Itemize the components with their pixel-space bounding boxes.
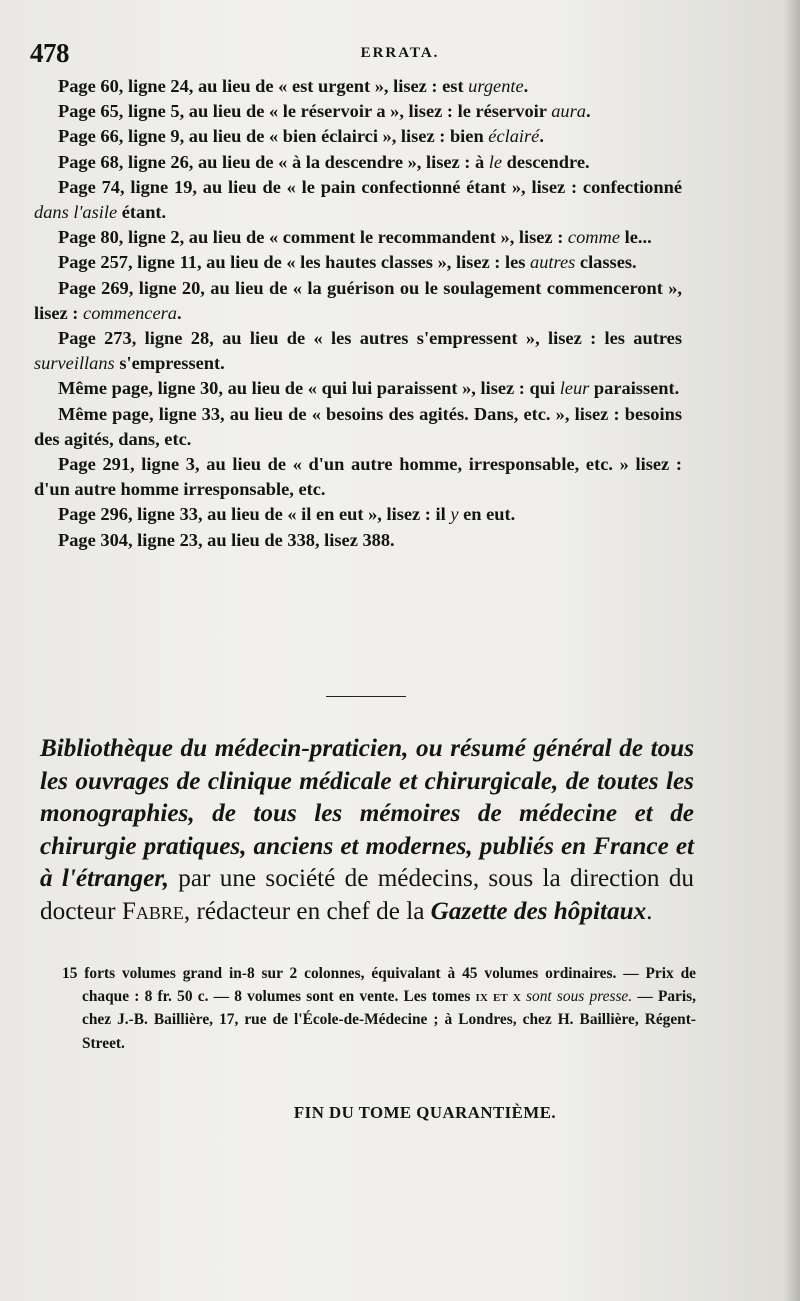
page-header (30, 38, 770, 72)
errata-entry: Page 68, ligne 26, au lieu de « à la descendre », lisez : à le descendre. (58, 151, 590, 172)
errata-entry: Même page, ligne 30, au lieu de « qui lui paraissent », lisez : qui leur paraissent. (58, 378, 680, 399)
book-notice: Bibliothèque du médecin-praticien, ou résumé général de tous les ouvrages de clinique médicale et chirurgicale, de toutes les monographies, de tous les mémoires de médecine et de chirurgie pratiques, anciens et modernes, publiés en France et à l'étranger, par une société de médecins, sous la direction du docteur Fabre, rédacteur en chef de la Gazette des hôpitaux. (40, 735, 695, 925)
errata-list (34, 74, 682, 553)
running-title: ERRATA. (360, 45, 440, 61)
book-director: Fabre (121, 897, 184, 925)
book-title: Bibliothèque du médecin-praticien, ou résumé général de tous les ouvrages de clinique médicale et chirurgicale, de toutes les monographies, de tous les mémoires de médecine et de chirurgie pratiques, anciens et modernes, publiés en France et à l'étranger, (40, 735, 694, 892)
closing-text: FIN DU TOME QUARANTIÈME. (293, 1103, 557, 1122)
closing-line (0, 1103, 800, 1123)
book-role: , rédacteur en chef de la (183, 897, 431, 925)
pricing-details (62, 962, 696, 1055)
section-divider (326, 696, 406, 697)
errata-entry: Page 65, ligne 5, au lieu de « le réservoir a », lisez : le réservoir aura. (58, 101, 591, 122)
errata-entry: Page 291, ligne 3, au lieu de « d'un autre homme, irresponsable, etc. » lisez : d'un autre homme irresponsable, etc. (34, 454, 682, 500)
errata-entry: Page 304, ligne 23, au lieu de 338, lisez 388. (58, 529, 395, 550)
errata-entry: Page 269, ligne 20, au lieu de « la guérison ou le soulagement commenceront », lisez : commencera. (34, 277, 682, 323)
pricing-paragraph: 15 forts volumes grand in-8 sur 2 colonnes, équivalant à 45 volumes ordinaires. — Prix de chaque : 8 fr. 50 c. — 8 volumes sont en vente. Les tomes ix et x sont sous presse. — Paris, chez J.-B. Baillière, 17, rue de l'École-de-Médecine ; à Londres, chez H. Baillière, Régent-Street. (62, 965, 696, 1052)
errata-entry: Même page, ligne 33, au lieu de « besoins des agités. Dans, etc. », lisez : besoins des agités, dans, etc. (34, 403, 682, 449)
errata-entry: Page 80, ligne 2, au lieu de « comment le recommandent », lisez : comme le... (58, 227, 652, 248)
tomes-label: ix et x (475, 988, 521, 1006)
errata-entry: Page 66, ligne 9, au lieu de « bien éclairci », lisez : bien éclairé. (58, 126, 544, 147)
errata-entry: Page 273, ligne 28, au lieu de « les autres s'empressent », lisez : les autres surveillans s'empressent. (34, 328, 682, 374)
book-byline: par une société de médecins, sous la direction du docteur (40, 865, 695, 925)
errata-entry: Page 74, ligne 19, au lieu de « le pain confectionné étant », lisez : confectionné dans l'asile étant. (34, 176, 682, 223)
errata-entry: Page 296, ligne 33, au lieu de « il en eut », lisez : il y en eut. (58, 504, 516, 525)
errata-entry: Page 257, ligne 11, au lieu de « les hautes classes », lisez : les autres classes. (58, 252, 637, 273)
page-number: 478 (30, 38, 69, 68)
errata-entry: Page 60, ligne 24, au lieu de « est urgent », lisez : est urgente. (58, 76, 529, 96)
journal-name: Gazette des hôpitaux (430, 897, 647, 925)
